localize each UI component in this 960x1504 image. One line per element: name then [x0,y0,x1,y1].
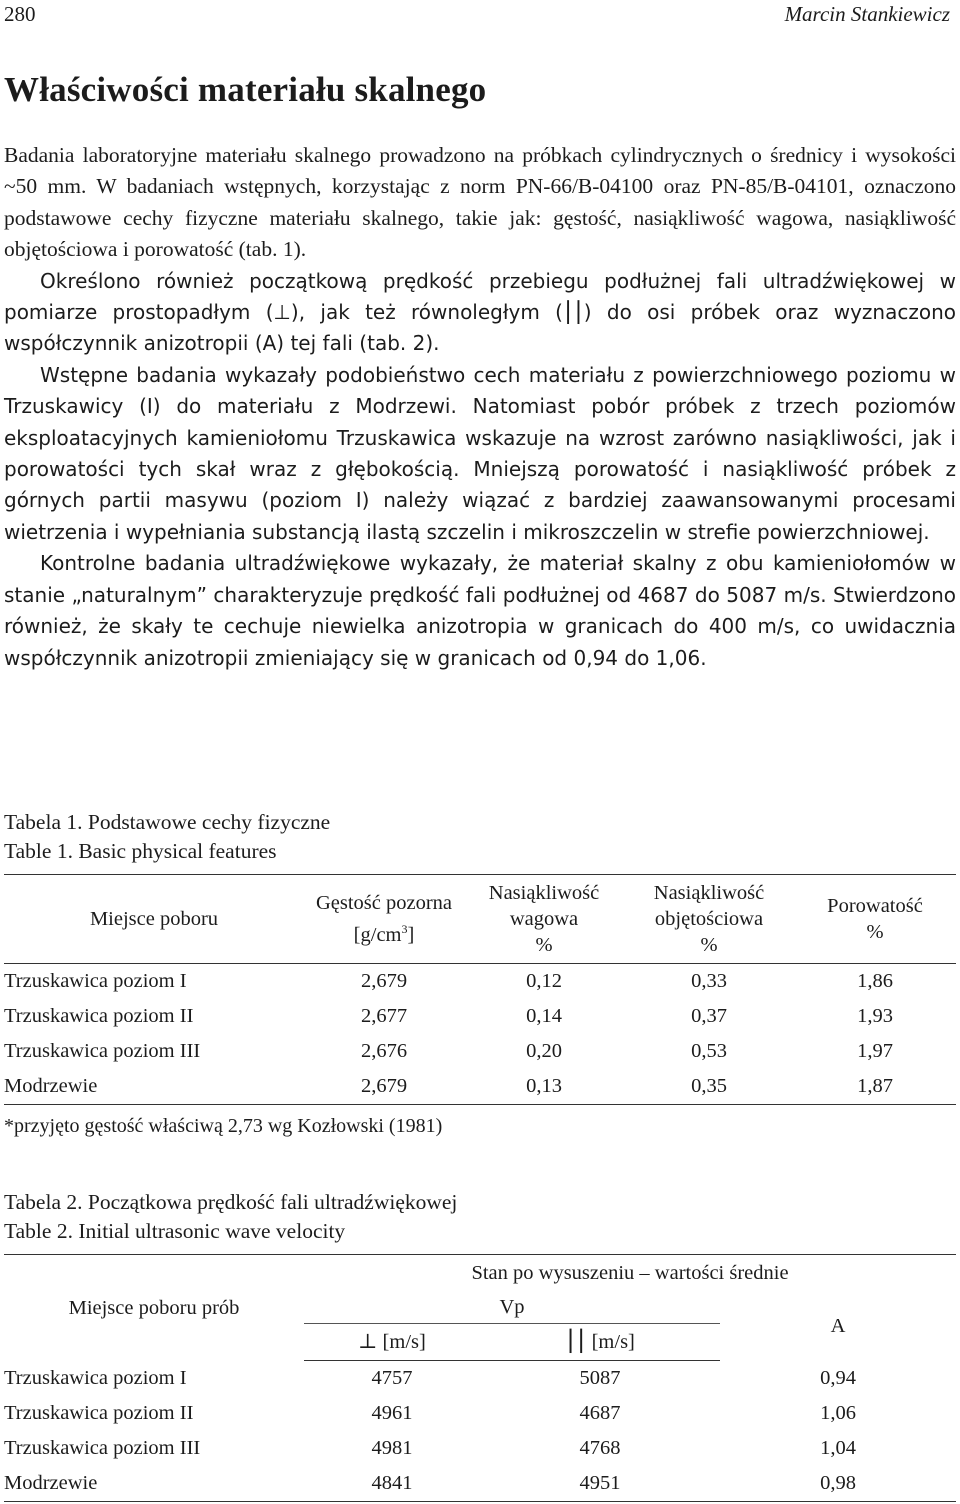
table-row [4,1034,956,1069]
table2-header-group: Stan po wysuszeniu – wartości średnie [304,1255,956,1292]
table-cell: 1,97 [857,1040,893,1062]
table-cell: 1,04 [820,1437,856,1459]
table2-caption [4,1188,457,1246]
table-cell: 4961 [371,1402,413,1424]
table1 [4,874,956,1105]
table-cell: 4981 [371,1437,413,1459]
table-cell: 2,679 [360,970,408,992]
table-cell: Trzuskawica poziom II [4,1005,194,1027]
paragraph: Wstępne badania wykazały podobieństwo cech materiału z powierzchniowego poziomu w Trzuskawicy (I) do materiału z Modrzewi. Natomiast pobór próbek z trzech poziomów eksploatacyjnych kamieniołomu Trzuskawica wskazuje na wzrost zarówno nasiąkliwości, jak i porowatości tych skał wraz z głębokością. Mniejszą porowatość i nasiąkliwość próbek z górnych partii masywu (poziom I) należy wiązać z bardziej zaawansowanymi procesami wietrzenia i wypełniania substancją ilastą szczelin i mikroszczelin w strefie powierzchniowej. [4,362,956,544]
table-cell: 4687 [579,1402,621,1424]
table-cell: 4951 [480,1466,720,1502]
table-cell: 0,37 [691,1005,727,1027]
paragraph: Określono również początkową prędkość przebiegu podłużnej fali ultradźwiękowej w pomiarze prostopadłym (⊥), jak też równoległym (⎮⎮) do osi próbek oraz wyznaczono współczynnik anizotropii (A) tej fali (tab. 2). [4,268,956,356]
table2-caption-en: Table 2. Initial ultrasonic wave velocity [4,1219,346,1243]
table-cell: 0,98 [720,1466,956,1502]
table1-caption-en: Table 1. Basic physical features [4,839,277,863]
table2-header-parallel: ⎮⎮ [m/s] [480,1324,720,1361]
table-cell: 5087 [579,1367,621,1389]
table-cell: 2,676 [360,1040,408,1062]
table2-header-place: Miejsce poboru prób [4,1255,304,1361]
table-cell: 4757 [371,1367,413,1389]
table1-header-density: Gęstość pozorna $[g/cm^3]$ [304,875,464,964]
running-head [4,2,950,30]
table2-header-a: A [830,1314,846,1337]
table-cell: 0,13 [464,1069,624,1105]
table-cell: Trzuskawica poziom I [4,970,187,992]
table1-footnote: *przyjęto gęstość właściwą 2,73 wg Kozłowski (1981) [4,1115,443,1137]
paragraph: Kontrolne badania ultradźwiękowe wykazały, że materiał skalny z obu kamieniołomów w stanie „naturalnym” charakteryzuje prędkość fali podłużnej od 4687 do 5087 m/s. Stwierdzono również, że skały te cechuje niewielka anizotropia w granicach do 400 m/s, co uwidacznia współczynnik anizotropii zmieniający się w granicach od 0,94 do 1,06. [4,551,956,670]
table-row [4,1069,956,1105]
table-cell: 2,677 [360,1005,408,1027]
paragraph: Badania laboratoryjne materiału skalnego prowadzono na próbkach cylindrycznych o średnicy i wysokości ~50 mm. W badaniach wstępnych, korzystając z norm PN-66/B-04100 oraz PN-85/B-04101, oznaczono podstawowe cechy fizyczne materiału skalnego, takie jak: gęstość, nasiąkliwość wagowa, nasiąkliwość objętościowa i porowatość (tab. 1). [4,143,956,262]
section-title: Właściwości materiału skalnego [4,70,487,109]
table2-header-vp: Vp [304,1291,720,1324]
table-cell: 0,53 [691,1040,727,1062]
table-cell: 4768 [579,1437,621,1459]
table-row [4,1396,956,1431]
table2 [4,1254,956,1502]
table2-header-perpendicular: ⊥ [m/s] [304,1324,480,1361]
table-cell: 4841 [304,1466,480,1502]
table-cell: 1,06 [820,1402,856,1424]
table-cell: 0,20 [526,1040,562,1062]
table2-caption-pl: Tabela 2. Początkowa prędkość fali ultradźwiękowej [4,1190,458,1214]
table-cell: 0,14 [526,1005,562,1027]
table-cell: 1,93 [857,1005,893,1027]
table1-caption-pl: Tabela 1. Podstawowe cechy fizyczne [4,810,331,834]
table-cell: 1,86 [857,970,893,992]
table-cell: 0,12 [526,970,562,992]
body-text [4,140,956,674]
table-cell: 0,35 [624,1069,794,1105]
table-cell: 2,679 [304,1069,464,1105]
table-row [4,1431,956,1466]
table1-header-place: Miejsce poboru [4,875,304,964]
table-cell: Modrzewie [4,1466,304,1502]
table-cell: Modrzewie [4,1069,304,1105]
table-row [4,1466,956,1502]
table1-caption [4,808,330,866]
table-cell: Trzuskawica poziom I [4,1366,187,1389]
page-number: 280 [4,2,36,26]
table-cell: 0,33 [691,970,727,992]
table-cell: Trzuskawica poziom III [4,1040,201,1062]
table1-header-porosity: Porowatość % [794,875,956,964]
table1-header-abs-volume: Nasiąkliwość objętościowa % [624,875,794,964]
table-row [4,964,956,1000]
table-row [4,1361,956,1397]
running-head-author: Marcin Stankiewicz [784,2,950,26]
table-row [4,999,956,1034]
table-cell: 1,87 [794,1069,956,1105]
table-cell: Trzuskawica poziom II [4,1402,194,1424]
table-cell: Trzuskawica poziom III [4,1437,201,1459]
table-cell: 0,94 [820,1366,856,1389]
table1-header-abs-weight: Nasiąkliwość wagowa % [464,875,624,964]
